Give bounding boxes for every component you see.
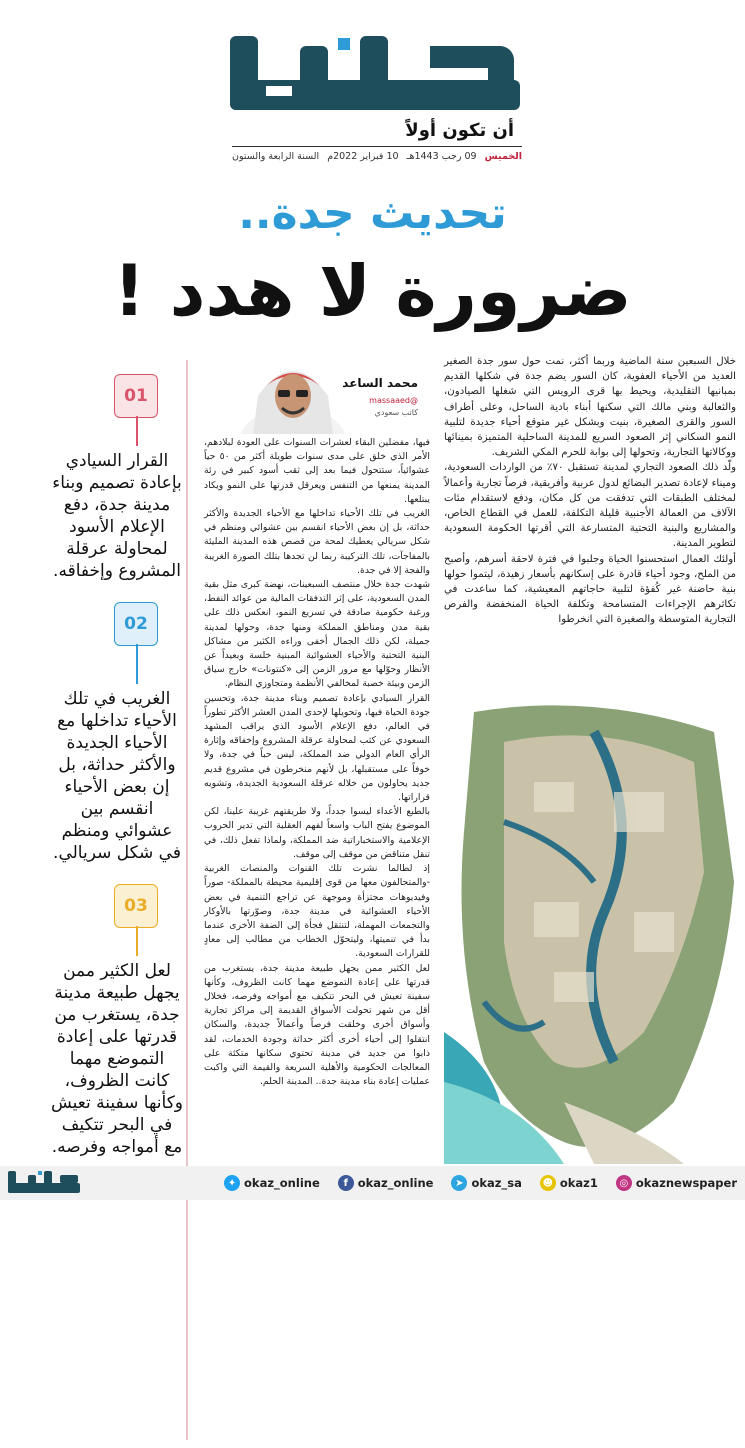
- author-name: محمد الساعد: [342, 376, 418, 390]
- quote-stem-1: [136, 416, 138, 446]
- social-label: okaznewspaper: [635, 1176, 737, 1190]
- paragraph: الغريب في تلك الأحياء تداخلها مع الأحياء الجديدة والأكثر حداثة، بل إن بعض الأحياء انقسم بين عشوائي ومنظم في شكل سريالي يعطيك لمحة من قصص هذه المدينة المليئة بالمفاجآت، تلك التركيبة ربما لن تجدها بتلك الصورة الغريبة والفجة إلا في جدة.: [204, 508, 430, 576]
- twitter-icon: ✦: [224, 1175, 240, 1191]
- sidebar: [48, 360, 186, 1448]
- social-link-telegram[interactable]: [451, 1175, 521, 1191]
- social-label: okaz1: [559, 1176, 598, 1190]
- telegram-icon: ➤: [451, 1175, 467, 1191]
- paragraph: فيها، مفضلين البقاء لعشرات السنوات على العودة لبلادهم، الأمر الذي خلق على مدى سنوات طويلة أكثر من ٥٠ حياً عشوائياً، ستتحول فيما بعد إلى ثقب أسود كبير في رئة المدينة يمنعها من التنفس ويعرقل قدرتها على النمو ويكاد يبتلعها.: [204, 437, 430, 505]
- quote-stem-3: [136, 926, 138, 956]
- day: الخميس: [484, 151, 522, 162]
- paragraph: بالطبع الأعداء ليسوا جدداً، ولا طريقتهم غريبة علينا، لكن الموضوع يفتح الباب واسعاً لفهم العقلية التي تدير الحروب الإعلامية والاستخباراتية ضد المملكة، ولماذا تفعل ذلك، في تنقل متناقض من موقف إلى موقف.: [204, 806, 430, 860]
- jeddah-master-plan-image: [444, 702, 738, 1164]
- footer-bar: [0, 1166, 745, 1200]
- social-link-twitter[interactable]: [224, 1175, 320, 1191]
- sidebar-rule: [186, 360, 188, 1440]
- headline-line-1: تحديث جدة..: [238, 188, 507, 239]
- social-label: okaz_online: [357, 1176, 434, 1190]
- author-block: [218, 356, 428, 426]
- paragraph: لعل الكثير ممن يجهل طبيعة مدينة جدة، يستغرب من قدرتها على إعادة التموضع مهما كانت الظروف، وكأنها سفينة تعيش في البحر تتكيف مع أمواجه وفرصه، فخلال أقل من شهر تحولت الأسواق القديمة إلى مراكز تجارية وأسواق أخرى وخلقت فرصاً وأعمالاً جديدة، والسكان انتقلوا إلى أحياء أخرى أكثر حداثة وجودة الخدمات، لقد ذابوا من جديد في مدينة تحتوي سكانها متكئة على المعالجات الحكومية والأهلية السريعة والقيمة التي واكبت عمليات إعادة بناء مدينة جدة.. المدينة الحلم.: [204, 962, 430, 1088]
- author-title: كاتب سعودي: [374, 408, 418, 417]
- tagline: أن تكون أولاً: [405, 120, 514, 141]
- snapchat-icon: ☻: [540, 1175, 556, 1191]
- quote-text-3: لعل الكثير ممن يجهل طبيعة مدينة جدة، يستغرب من قدرتها على إعادة التموضع مهما كانت الظروف، وكأنها سفينة تعيش في البحر تتكيف مع أمواجه وفرصه.: [51, 961, 183, 1157]
- paragraph: شهدت جدة خلال منتصف السبعينات، نهضة كبرى مثل بقية المدن السعودية، على إثر التدفقات المالية من عوائد النفط، ورغبة حكومية صادقة في تسريع النمو، انعكس ذلك على بقية مدن ومناطق المملكة ومنها جدة، وحولها لمدينة جميلة، لكن ذلك الجمال أخفى وراءه الكثير من مشاكل البنية التحتية والأحياء العشوائية المبنية خلسة وبعيداً عن الأنظار وحوّلها مع مرور الزمن إلى «كنتونات» خارج سياق الزمن وبيئة خصبة لمخالفي الأنظمة ومتجاوزي النظام.: [204, 579, 430, 690]
- quote-number-2: 02: [114, 602, 158, 646]
- okaz-logo: [230, 36, 520, 114]
- article-middle-column: [204, 436, 430, 1089]
- author-handle: @massaaed: [369, 396, 418, 405]
- social-link-snapchat[interactable]: [540, 1175, 598, 1191]
- quote-number-1: 01: [114, 374, 158, 418]
- dateline: [232, 146, 522, 162]
- facebook-icon: f: [338, 1175, 354, 1191]
- okaz-footer-logo: [8, 1171, 80, 1195]
- social-link-facebook[interactable]: [338, 1175, 434, 1191]
- quote-number-3: 03: [114, 884, 158, 928]
- social-label: okaz_sa: [471, 1176, 522, 1190]
- gregorian-date: 10 فبراير 2022م: [327, 151, 399, 162]
- quote-text-1: القرار السيادي بإعادة تصميم وبناء مدينة جدة، دفع الإعلام الأسود لمحاولة عرقلة المشروع وإخفاقه.: [52, 451, 182, 581]
- paragraph: إذ لطالما نشرت تلك القنوات والمنصات الغربية -والمتحالفون معها من قوى إقليمية محيطة بالمملكة- صوراً وفيديوهات مجتزأة وموجهة عن تراجع التنمية في بعض الأحياء العشوائية في مدينة جدة، وصوّرتها بالأوكار والتجمعات المهملة، لتنتقل فجأة إلى الضفة الأخرى عندما بدأ في تنميتها، وليتحوّل الخطاب من مطالب إلى معادٍ للقرارات السعودية.: [204, 863, 430, 960]
- hijri-date: 09 رجب 1443هـ: [406, 151, 477, 162]
- quote-stem-2: [136, 644, 138, 684]
- social-link-instagram[interactable]: [616, 1175, 737, 1191]
- article-right-column: [444, 354, 736, 628]
- quote-text-2: الغريب في تلك الأحياء تداخلها مع الأحياء الجديدة والأكثر حداثة، بل إن بعض الأحياء انقسم بين عشوائي ومنظم في شكل سريالي.: [53, 689, 181, 863]
- paragraph: خلال السبعين سنة الماضية وربما أكثر، نمت حول سور جدة الصغير العديد من الأحياء العفوية، كان السور يضم جدة في شكلها القديم بمبانيها التقليدية، ويحيط بها قرى الرويس التي شغلها الصيادون، والثعالبة وبني مالك التي سكنها أبناء بادية الساحل، وعلى أطراف السور والقرى الصغيرة، بنيت وبشكل غير متوقع أحياء جديدة لتلبية النمو السكاني إثر الصعود السريع للمدينة الساحلية المتميزة بمينائها ووكالاتها التجارية، وتحولها إلى بوابة للحرم المكي الشريف.: [444, 356, 736, 459]
- instagram-icon: ◎: [616, 1175, 632, 1191]
- paragraph: أولئك العمال استحسنوا الحياة وجلبوا في فترة لاحقة أسرهم، وأصبح من الملح، وجود أحياء قادرة على إسكانهم بأسعار زهيدة، ليتموا حولها بنية حاضنة غير كُفؤة لتلبية حاجاتهم المعيشية، كما ساعدت في تكاثرهم الإجراءات المتسامحة وتكلفة الحياة المنخفضة والفرص التجارية المتوسطة والصغيرة التي انخرطوا: [444, 553, 736, 626]
- paragraph: ولّد ذلك الصعود التجاري لمدينة تستقبل ٧٠٪ من الواردات السعودية، وميناء لإعادة تصدير البضائع لدول عربية وأفريقية، فرصاً تجارية وأعمالاً لمختلف الطبقات التي تدفقت من كل مكان، ودفع لاستقدام مئات الآلاف من العمالة الأجنبية قليلة التكلفة، للعمل في القطاع الخاص، والمشاريع والبنية التحتية المتسارعة التي أقرتها الحكومة السعودية لتطوير المدينة.: [444, 462, 736, 550]
- year-label: السنة الرابعة والستون: [232, 151, 320, 162]
- social-label: okaz_online: [244, 1176, 320, 1190]
- headline-line-2: ضرورة لا هدد !: [113, 250, 632, 332]
- paragraph: القرار السيادي بإعادة تصميم وبناء مدينة جدة، وتحسين جودة الحياة فيها، وتحويلها لإحدى المدن العشر الأكثر تطوراً في العالم، دفع الإعلام الأسود الذي يراقب المشهد السعودي عن كثب لمحاولة عرقلة المشروع وإخفاقه وإثارة الرأي العام الدولي ضد المملكة، ليس حباً في جدة، ولا خوفاً على مستقبلها، بل لأنهم منخرطون في مشروع قديم جديد يحاولون من خلاله عرقلة السعودية الجديدة، وتشويه قراراتها.: [204, 692, 430, 804]
- author-photo: [238, 356, 348, 434]
- social-links: [224, 1175, 737, 1191]
